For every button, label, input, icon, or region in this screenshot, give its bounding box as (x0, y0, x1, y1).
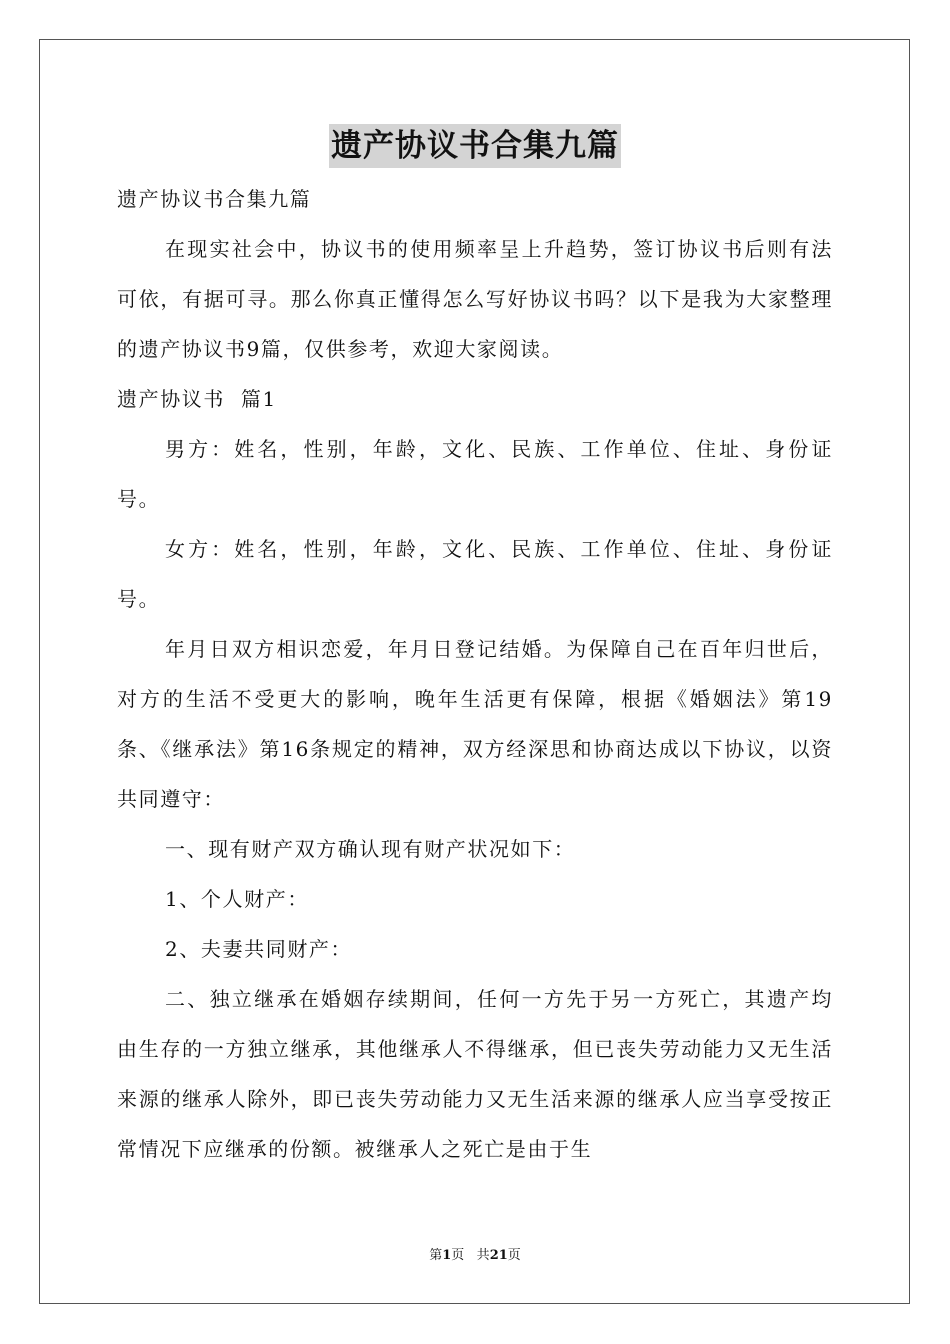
page-number: 1 (442, 1248, 452, 1263)
total-prefix: 共 (476, 1248, 490, 1263)
page-footer (0, 1246, 950, 1266)
clause-personal-property: 1、个人财产： (165, 887, 309, 911)
total-pages: 21 (489, 1248, 508, 1263)
document-title: 遗产协议书合集九篇 (329, 124, 621, 168)
document-subtitle: 遗产协议书合集九篇 (117, 187, 312, 211)
page-prefix: 第 (429, 1248, 443, 1263)
intro-paragraph: 在现实社会中，协议书的使用频率呈上升趋势，签订协议书后则有法可依，有据可寻。那么你真正懂得怎么写好协议书吗？以下是我为大家整理的遗产协议书9篇，仅供参考，欢迎大家阅读。 (117, 237, 833, 361)
male-party-paragraph: 男方：姓名，性别，年龄，文化、民族、工作单位、住址、身份证号。 (117, 437, 833, 511)
document-body (117, 174, 833, 1174)
female-party-paragraph: 女方：姓名，性别，年龄，文化、民族、工作单位、住址、身份证号。 (117, 537, 833, 611)
total-suffix: 页 (507, 1248, 521, 1263)
clause-two-paragraph: 二、独立继承在婚姻存续期间，任何一方先于另一方死亡，其遗产均由生存的一方独立继承，其他继承人不得继承，但已丧失劳动能力又无生活来源的继承人除外，即已丧失劳动能力又无生活来源的继承人应当享受按正常情况下应继承的份额。被继承人之死亡是由于生 (117, 987, 833, 1161)
background-paragraph: 年月日双方相识恋爱，年月日登记结婚。为保障自己在百年归世后，对方的生活不受更大的影响，晚年生活更有保障，根据《婚姻法》第19条、《继承法》第16条规定的精神，双方经深思和协商达成以下协议，以资共同遵守： (117, 637, 833, 811)
clause-joint-property: 2、夫妻共同财产： (165, 937, 353, 961)
section-heading: 遗产协议书 篇1 (117, 387, 277, 411)
title-container (0, 124, 950, 168)
page-suffix: 页 (451, 1248, 465, 1263)
clause-one-heading: 一、现有财产双方确认现有财产状况如下： (165, 837, 576, 861)
